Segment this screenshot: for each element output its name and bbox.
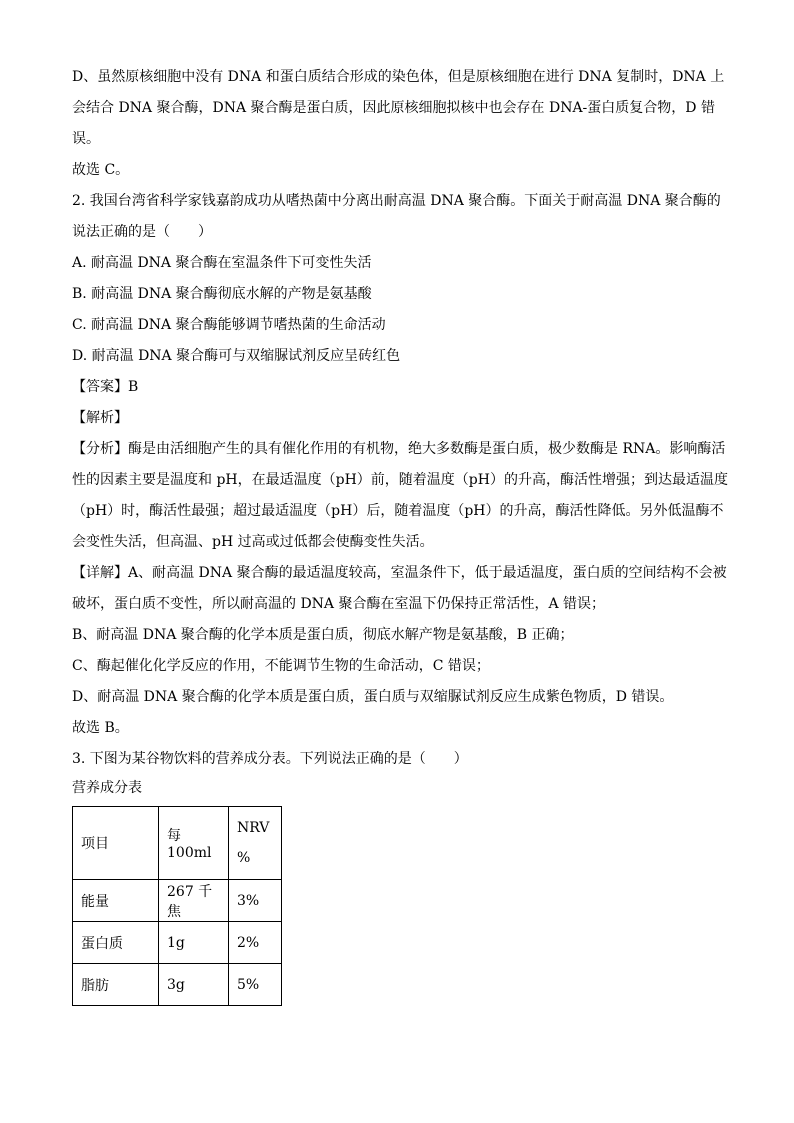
table-row [73,880,282,922]
text-line: 误。 [72,131,100,147]
table-cell: 脂肪 [73,964,159,1006]
explanation-text: 【详解】A、耐高温 DNA 聚合酶的最适温度较高，室温条件下，低于最适温度，蛋白质的空间结构不会被 [72,565,727,581]
option-a: A. 耐高温 DNA 聚合酶在室温条件下可变性失活 [72,255,372,271]
table-cell: 267 千焦 [159,880,229,922]
nutrition-table [72,806,282,1006]
explanation-text: 破坏，蛋白质不变性，所以耐高温的 DNA 聚合酶在室温下仍保持正常活性，A 错误； [72,596,606,612]
table-cell: 3g [159,964,229,1006]
analysis-heading: 【解析】 [72,410,128,426]
table-header-row [73,807,282,880]
conclusion-text: 故选 B。 [72,720,129,736]
header-cell-item: 项目 [73,807,159,880]
text-line: 会结合 DNA 聚合酶，DNA 聚合酶是蛋白质，因此原核细胞拟核中也会存在 DNA-蛋白质复合物，D 错 [72,100,715,116]
option-b: B. 耐高温 DNA 聚合酶彻底水解的产物是氨基酸 [72,286,372,302]
text-line: D、虽然原核细胞中没有 DNA 和蛋白质结合形成的染色体，但是原核细胞在进行 DNA 复制时，DNA 上 [72,69,725,85]
header-cell-nrv [229,807,282,880]
explanation-text: B、耐高温 DNA 聚合酶的化学本质是蛋白质，彻底水解产物是氨基酸，B 正确； [72,627,574,643]
table-cell: 蛋白质 [73,922,159,964]
table-cell: 5% [229,964,282,1006]
option-c: C. 耐高温 DNA 聚合酶能够调节嗜热菌的生命活动 [72,317,386,333]
question-2-stem: 2. 我国台湾省科学家钱嘉韵成功从嗜热菌中分离出耐高温 DNA 聚合酶。下面关于耐高温 DNA 聚合酶的 [72,193,721,209]
table-cell: 能量 [73,880,159,922]
document-page [72,62,728,1006]
answer-label: 【答案】B [72,379,139,395]
table-cell: 1g [159,922,229,964]
table-row [73,964,282,1006]
text-line: 故选 C。 [72,162,130,178]
table-row [73,922,282,964]
nrv-label: NRV [237,820,270,836]
question-3-stem: 3. 下图为某谷物饮料的营养成分表。下列说法正确的是（ ） [72,751,468,767]
analysis-text: 会变性失活，但高温、pH 过高或过低都会使酶变性失活。 [72,534,434,550]
question-2-stem-cont: 说法正确的是（ ） [72,224,212,240]
explanation-text: D、耐高温 DNA 聚合酶的化学本质是蛋白质，蛋白质与双缩脲试剂反应生成紫色物质，D 错误。 [72,689,674,705]
header-cell-per-100ml: 每 100ml [159,807,229,880]
explanation-text: C、酶起催化化学反应的作用，不能调节生物的生命活动，C 错误； [72,658,490,674]
nrv-percent-label: % [237,850,251,866]
analysis-text: 性的因素主要是温度和 pH，在最适温度（pH）前，随着温度（pH）的升高，酶活性增强；到达最适温度 [72,472,728,488]
table-caption: 营养成分表 [72,780,142,796]
option-d: D. 耐高温 DNA 聚合酶可与双缩脲试剂反应呈砖红色 [72,348,401,364]
analysis-text: （pH）时，酶活性最强；超过最适温度（pH）后，随着温度（pH）的升高，酶活性降低。另外低温酶不 [72,503,724,519]
analysis-text: 【分析】酶是由活细胞产生的具有催化作用的有机物，绝大多数酶是蛋白质，极少数酶是 RNA。影响酶活 [72,441,726,457]
table-cell: 2% [229,922,282,964]
table-cell: 3% [229,880,282,922]
